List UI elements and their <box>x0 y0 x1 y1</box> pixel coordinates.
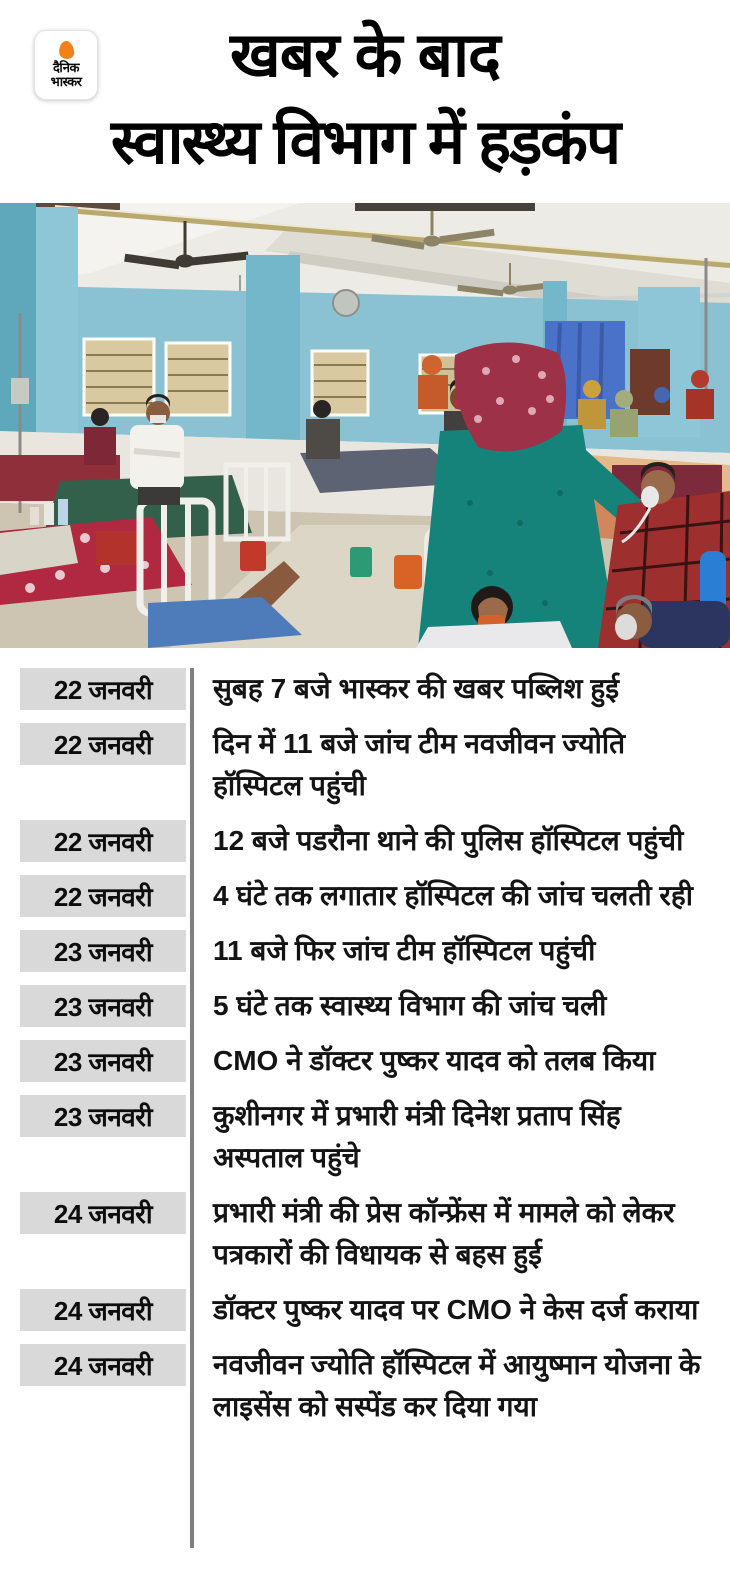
event-text: प्रभारी मंत्री की प्रेस कॉन्फ्रेंस में मामले को लेकर पत्रकारों की विधायक से बहस हुई <box>213 1197 675 1270</box>
date-badge: 23 जनवरी <box>20 930 186 972</box>
logo-line1: दैनिक <box>53 60 79 75</box>
date-badge: 23 जनवरी <box>20 985 186 1027</box>
oxygen-mask-icon <box>615 614 637 640</box>
date-badge: 23 जनवरी <box>20 1040 186 1082</box>
timeline-row-1 <box>20 668 730 710</box>
title-line2: स्वास्थ्य विभाग में हड़कंप <box>110 108 620 177</box>
event-text: 12 बजे पडरौना थाने की पुलिस हॉस्पिटल पहुंची <box>213 825 684 856</box>
timeline-row-3 <box>20 820 730 862</box>
timeline-rows <box>20 668 730 1428</box>
timeline-row-5 <box>20 930 730 972</box>
page-title <box>0 0 730 186</box>
timeline-row-7 <box>20 1040 730 1082</box>
logo-line2: भास्कर <box>50 74 82 89</box>
date-badge: 22 जनवरी <box>20 723 186 765</box>
event-text: दिन में 11 बजे जांच टीम नवजीवन ज्योति हॉस्पिटल पहुंची <box>213 728 626 801</box>
timeline-row-6 <box>20 985 730 1027</box>
timeline-row-10 <box>20 1289 730 1331</box>
timeline-row-9 <box>20 1192 730 1276</box>
date-badge: 24 जनवरी <box>20 1344 186 1386</box>
logo-text <box>51 61 82 89</box>
event-text: कुशीनगर में प्रभारी मंत्री दिनेश प्रताप सिंह अस्पताल पहुंचे <box>213 1100 621 1173</box>
oxygen-mask-icon <box>641 486 659 508</box>
event-text: 4 घंटे तक लगातार हॉस्पिटल की जांच चलती रही <box>213 880 693 911</box>
timeline-divider <box>190 668 194 1548</box>
event-text: CMO ने डॉक्टर पुष्कर यादव को तलब किया <box>213 1045 656 1076</box>
date-badge: 23 जनवरी <box>20 1095 186 1137</box>
red-bucket <box>240 541 266 571</box>
hospital-ward-photo <box>0 203 730 648</box>
header <box>0 0 730 203</box>
event-text: सुबह 7 बजे भास्कर की खबर पब्लिश हुई <box>213 673 619 704</box>
title-line1: खबर के बाद <box>230 21 500 90</box>
date-badge: 24 जनवरी <box>20 1289 186 1331</box>
event-text: डॉक्टर पुष्कर यादव पर CMO ने केस दर्ज कराया <box>213 1294 699 1325</box>
timeline-row-11 <box>20 1344 730 1428</box>
wall-fan-icon <box>333 290 359 316</box>
event-text: नवजीवन ज्योति हॉस्पिटल में आयुष्मान योजना के लाइसेंस को सस्पेंड कर दिया गया <box>213 1349 701 1422</box>
event-text: 11 बजे फिर जांच टीम हॉस्पिटल पहुंची <box>213 935 596 966</box>
timeline <box>0 648 730 1428</box>
brown-curtain <box>630 349 670 415</box>
hospital-ward-illustration <box>0 203 730 648</box>
event-text: 5 घंटे तक स्वास्थ्य विभाग की जांच चली <box>213 990 607 1021</box>
timeline-row-4 <box>20 875 730 917</box>
dainik-bhaskar-logo <box>34 30 98 100</box>
orange-bucket <box>394 555 422 589</box>
date-badge: 22 जनवरी <box>20 875 186 917</box>
date-badge: 22 जनवरी <box>20 668 186 710</box>
timeline-row-8 <box>20 1095 730 1179</box>
green-tumbler <box>350 547 372 577</box>
timeline-row-2 <box>20 723 730 807</box>
bhaskar-sun-icon <box>58 40 75 59</box>
date-badge: 24 जनवरी <box>20 1192 186 1234</box>
date-badge: 22 जनवरी <box>20 820 186 862</box>
